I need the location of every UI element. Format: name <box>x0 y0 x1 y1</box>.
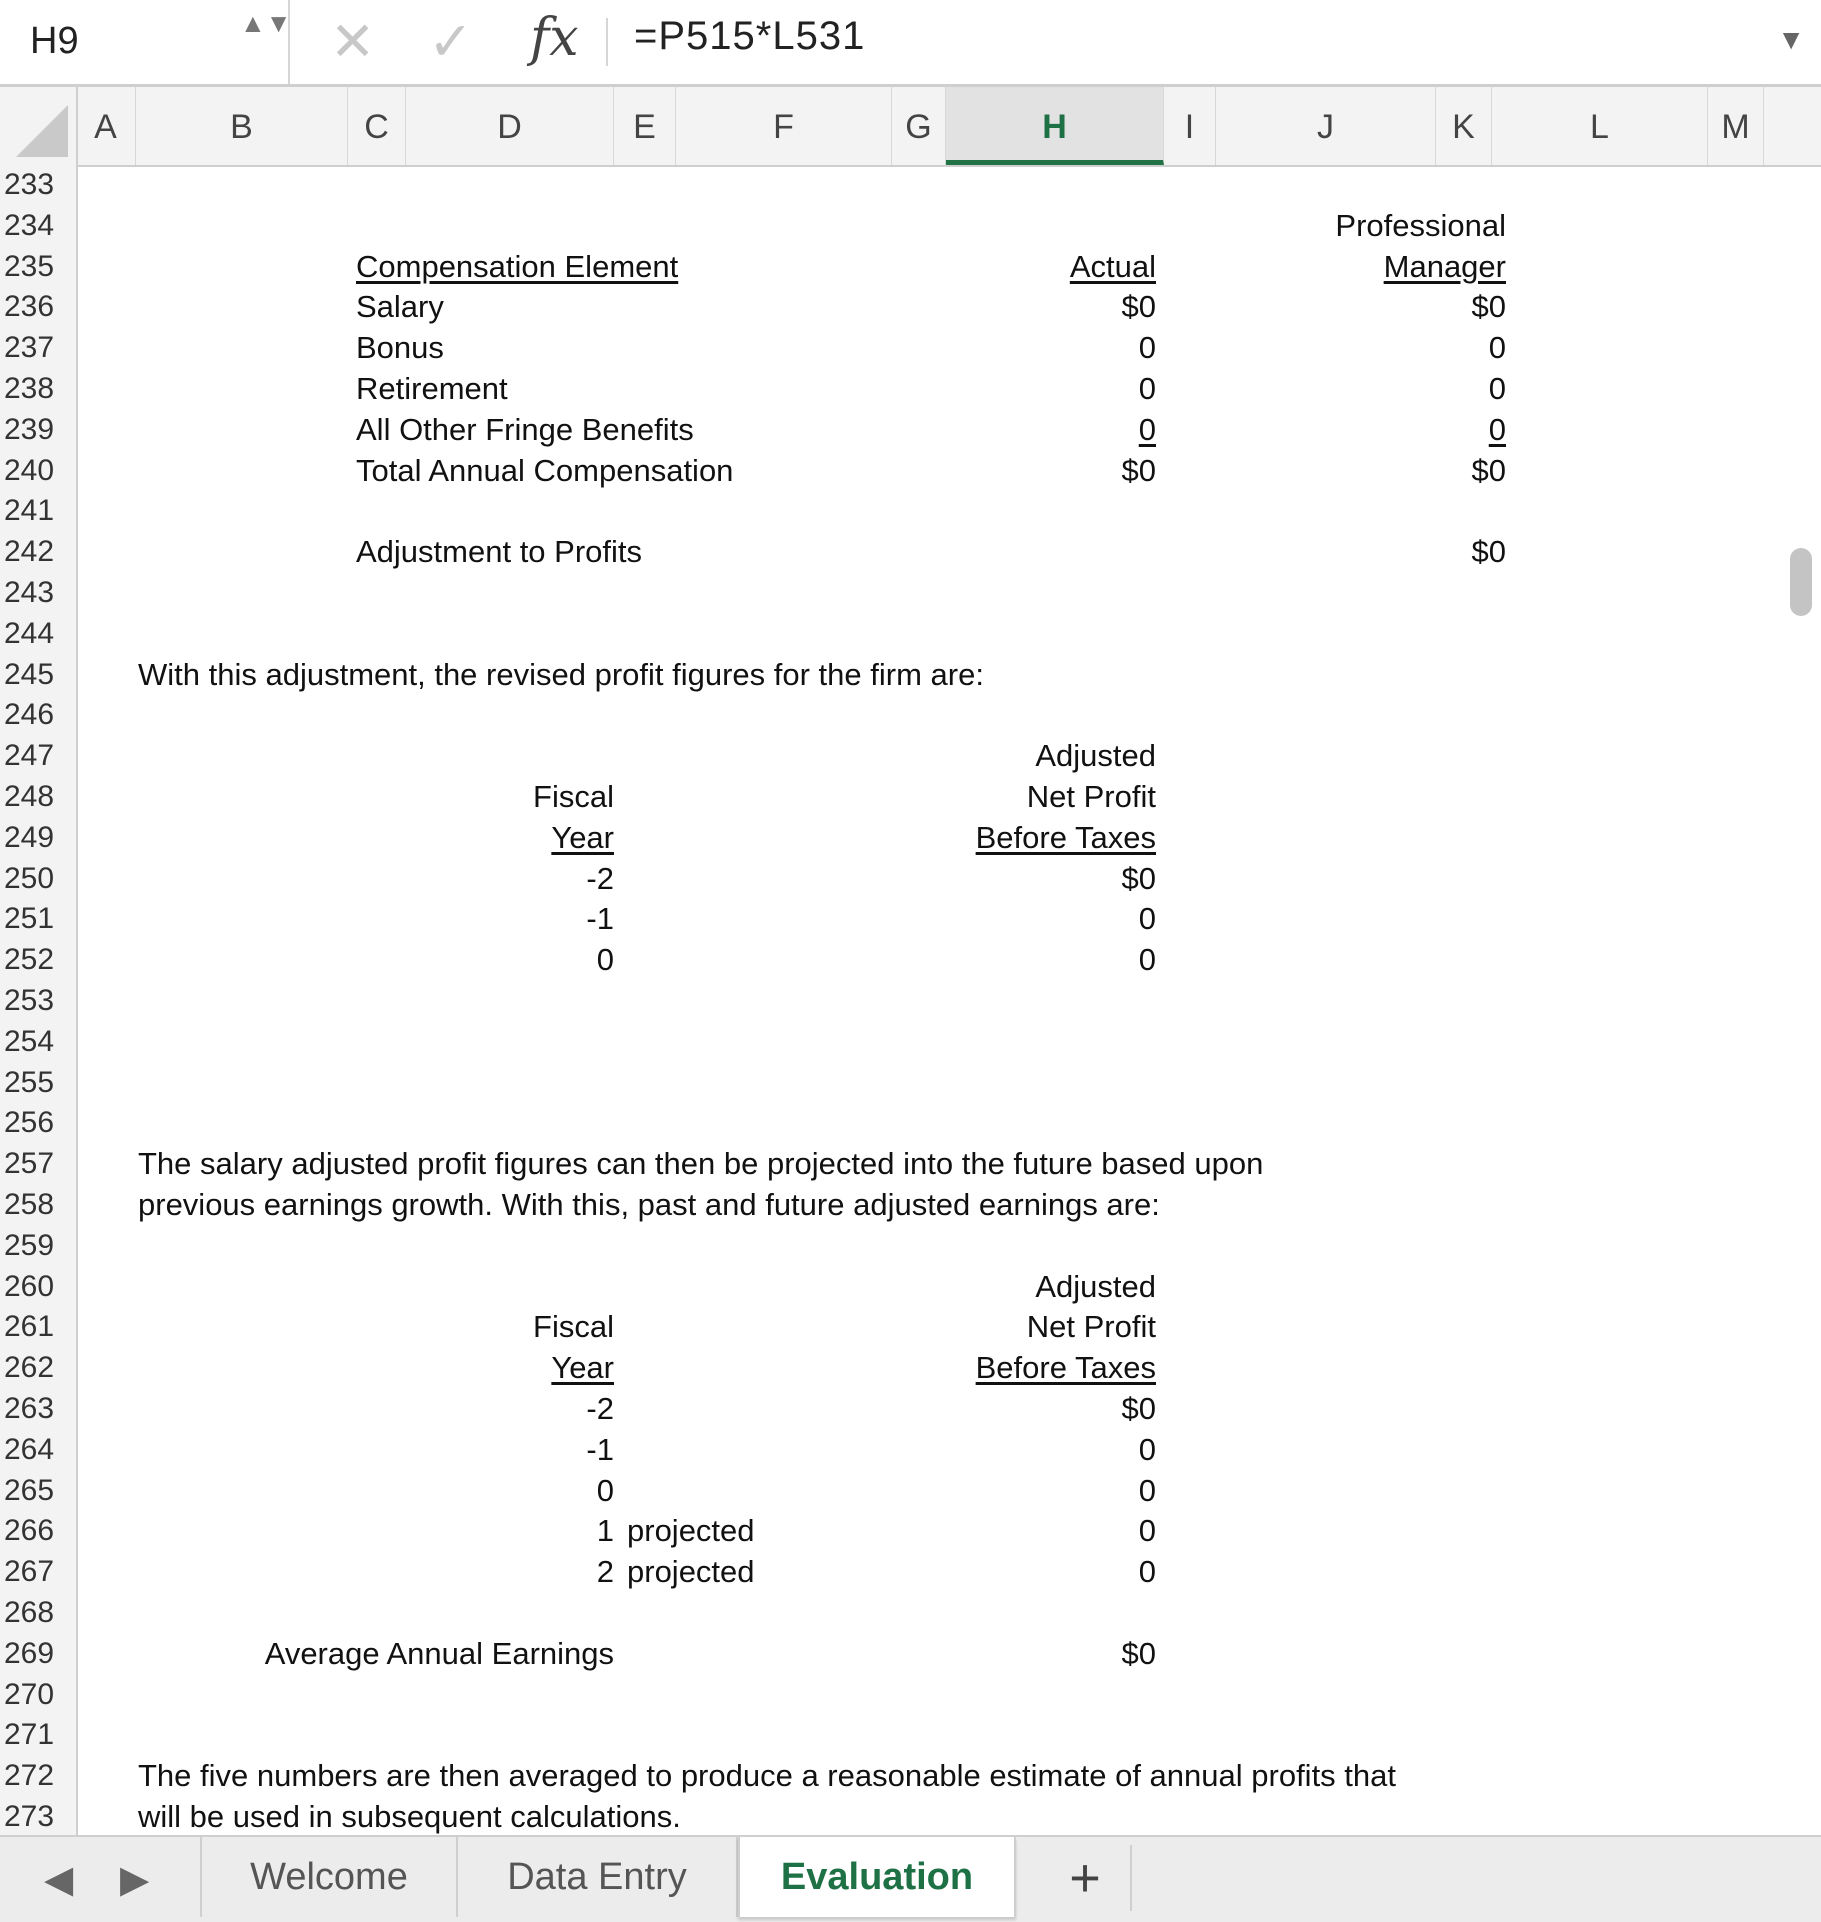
row-header[interactable]: 262 <box>4 1351 55 1385</box>
formula-bar <box>0 0 1821 87</box>
row-header-bar <box>0 165 78 1835</box>
row-header[interactable]: 266 <box>4 1514 55 1548</box>
revised-fiscal-header[interactable]: Fiscal <box>533 779 614 814</box>
projected-year[interactable]: 0 <box>596 1472 614 1508</box>
column-header-d[interactable]: D <box>406 87 614 165</box>
row-header[interactable]: 242 <box>4 535 55 569</box>
comp-row-manager[interactable] <box>1216 410 1506 451</box>
column-header-b[interactable]: B <box>136 87 348 165</box>
projected-fiscal-header[interactable]: Fiscal <box>533 1309 614 1345</box>
row-header[interactable]: 263 <box>4 1392 55 1425</box>
column-header-g[interactable]: G <box>892 87 946 165</box>
projected-year[interactable]: 1 <box>596 1513 614 1549</box>
row-header[interactable]: 256 <box>4 1106 55 1140</box>
row-header[interactable]: 254 <box>4 1024 55 1058</box>
row-header[interactable]: 261 <box>4 1310 55 1344</box>
column-header-k[interactable]: K <box>1436 87 1492 165</box>
projected-year-header[interactable] <box>456 1348 614 1389</box>
comp-row-actual[interactable]: 0 <box>1138 330 1156 366</box>
row-header[interactable]: 245 <box>4 657 55 691</box>
column-header-h[interactable]: H <box>946 87 1164 165</box>
row-header[interactable]: 273 <box>4 1800 55 1833</box>
revised-before-header[interactable] <box>876 818 1156 859</box>
revised-year-header-text: Year <box>551 819 614 855</box>
row-header[interactable]: 255 <box>4 1065 55 1099</box>
tab-welcome[interactable]: Welcome <box>200 1837 458 1917</box>
expand-formula-bar-icon[interactable]: ▼ <box>1777 24 1805 55</box>
projected-value[interactable]: 0 <box>1138 1472 1156 1508</box>
confirm-formula-icon[interactable]: ✓ <box>428 12 474 72</box>
next-sheet-icon[interactable]: ▶ <box>120 1859 150 1901</box>
comp-total-manager[interactable]: $0 <box>1471 452 1506 488</box>
column-header-bar <box>0 87 1821 167</box>
row-header[interactable]: 250 <box>4 861 55 895</box>
row-header[interactable]: 234 <box>4 208 55 242</box>
row-header[interactable]: 246 <box>4 698 55 732</box>
revised-value[interactable]: 0 <box>1138 942 1156 978</box>
row-header[interactable]: 253 <box>4 984 55 1017</box>
sheet-tab-bar <box>0 1835 1821 1922</box>
select-all-corner[interactable] <box>0 87 78 165</box>
actual-header-text: Actual <box>1069 248 1156 284</box>
name-box[interactable] <box>0 0 290 84</box>
column-header-f[interactable]: F <box>676 87 892 165</box>
comp-row-label[interactable]: Retirement <box>356 371 508 406</box>
revised-year[interactable]: 0 <box>596 942 614 978</box>
projected-value[interactable]: $0 <box>1121 1391 1156 1426</box>
comp-row-actual-text: 0 <box>1138 411 1156 447</box>
revised-value[interactable]: 0 <box>1138 901 1156 937</box>
row-header[interactable]: 240 <box>4 453 55 487</box>
row-header[interactable]: 237 <box>4 331 55 365</box>
revised-year[interactable]: -2 <box>586 860 614 896</box>
projected-year[interactable]: -1 <box>586 1431 614 1467</box>
vertical-scrollbar-thumb[interactable] <box>1790 548 1812 616</box>
formula-bar-divider <box>606 18 608 66</box>
projected-net-header[interactable]: Net Profit <box>1026 1309 1156 1345</box>
projected-value[interactable]: 0 <box>1138 1431 1156 1467</box>
tab-evaluation[interactable]: Evaluation <box>738 1837 1016 1917</box>
professional-header[interactable]: Professional <box>1335 207 1506 243</box>
comp-row-manager[interactable]: $0 <box>1471 289 1506 325</box>
row-header[interactable]: 259 <box>4 1228 55 1262</box>
row-header[interactable]: 235 <box>4 249 55 283</box>
select-all-icon <box>16 105 68 157</box>
tab-data-entry[interactable]: Data Entry <box>458 1837 738 1917</box>
revised-year-header[interactable] <box>456 818 614 859</box>
revised-adjusted-header[interactable]: Adjusted <box>1035 738 1156 774</box>
row-header[interactable]: 270 <box>4 1677 55 1711</box>
revised-profit-text[interactable]: With this adjustment, the revised profit figures for the firm are: <box>138 656 984 692</box>
projected-year[interactable]: 2 <box>596 1554 614 1590</box>
row-header[interactable]: 233 <box>4 168 55 201</box>
column-header-e[interactable]: E <box>614 87 676 165</box>
comp-row-actual[interactable]: $0 <box>1121 289 1156 325</box>
average-earnings-label[interactable]: Average Annual Earnings <box>264 1635 614 1671</box>
row-header[interactable]: 241 <box>4 494 55 528</box>
row-header[interactable]: 251 <box>4 902 55 936</box>
worksheet-grid[interactable] <box>76 165 1821 1835</box>
row-header[interactable]: 271 <box>4 1718 55 1752</box>
column-header-l[interactable]: L <box>1492 87 1708 165</box>
column-header-c[interactable]: C <box>348 87 406 165</box>
adjustment-value[interactable]: $0 <box>1471 534 1506 570</box>
comp-row-manager[interactable]: 0 <box>1488 371 1506 406</box>
revised-year[interactable]: -1 <box>586 901 614 937</box>
previous-sheet-icon[interactable]: ◀ <box>44 1859 74 1901</box>
adjustment-label[interactable]: Adjustment to Profits <box>356 534 643 570</box>
column-header-j[interactable]: J <box>1216 87 1436 165</box>
row-header[interactable]: 264 <box>4 1432 55 1466</box>
row-header[interactable]: 247 <box>4 739 55 773</box>
row-header[interactable]: 269 <box>4 1636 55 1670</box>
closing-text-line-1[interactable]: The five numbers are then averaged to produce a reasonable estimate of annual profits that <box>138 1758 1396 1794</box>
cancel-formula-icon[interactable]: ✕ <box>330 12 376 72</box>
row-header[interactable]: 265 <box>4 1473 55 1507</box>
projected-value[interactable]: 0 <box>1138 1513 1156 1549</box>
row-header[interactable]: 267 <box>4 1555 55 1589</box>
row-header[interactable]: 257 <box>4 1147 55 1181</box>
projected-before-header[interactable] <box>876 1348 1156 1389</box>
manager-header-text: Manager <box>1383 248 1506 284</box>
average-earnings-value[interactable]: $0 <box>1121 1635 1156 1671</box>
row-header[interactable]: 249 <box>4 820 55 854</box>
projected-year-header-text: Year <box>551 1350 614 1386</box>
column-header-m[interactable]: M <box>1708 87 1764 165</box>
row-header[interactable]: 238 <box>4 372 55 405</box>
insert-function-icon[interactable]: fx <box>530 8 579 68</box>
comp-row-manager-text: 0 <box>1488 411 1506 447</box>
row-header[interactable]: 243 <box>4 576 55 609</box>
row-header[interactable]: 260 <box>4 1269 55 1303</box>
formula-input[interactable]: =P515*L531 <box>634 14 866 58</box>
comp-row-label[interactable]: Bonus <box>356 330 444 366</box>
projected-before-header-text: Before Taxes <box>975 1350 1156 1386</box>
manager-header[interactable] <box>1216 247 1506 288</box>
closing-text-line-2[interactable]: will be used in subsequent calculations. <box>138 1799 681 1834</box>
row-header[interactable]: 244 <box>4 616 55 650</box>
projected-note[interactable]: projected <box>627 1554 755 1590</box>
column-header-a[interactable]: A <box>76 87 136 165</box>
name-box-stepper-icon[interactable]: ▲▼ <box>240 8 292 38</box>
projected-value[interactable]: 0 <box>1138 1554 1156 1590</box>
row-header[interactable]: 239 <box>4 412 55 446</box>
projected-note[interactable]: projected <box>627 1513 755 1549</box>
add-sheet-button[interactable]: + <box>1040 1845 1132 1911</box>
revised-before-header-text: Before Taxes <box>975 819 1156 855</box>
row-header[interactable]: 252 <box>4 943 55 977</box>
row-header[interactable]: 268 <box>4 1596 55 1629</box>
projection-text-line-2[interactable]: previous earnings growth. With this, past and future adjusted earnings are: <box>138 1187 1160 1222</box>
comp-total-label[interactable]: Total Annual Compensation <box>356 452 734 488</box>
row-header[interactable]: 258 <box>4 1188 55 1221</box>
projection-text-line-1[interactable]: The salary adjusted profit figures can then be projected into the future based upon <box>138 1146 1264 1182</box>
column-header-i[interactable]: I <box>1164 87 1216 165</box>
revised-value[interactable]: $0 <box>1121 860 1156 896</box>
projected-year[interactable]: -2 <box>586 1391 614 1426</box>
cell-reference[interactable]: H9 <box>30 20 79 62</box>
actual-header[interactable] <box>946 247 1156 288</box>
row-header[interactable]: 236 <box>4 290 55 324</box>
comp-row-label[interactable]: Salary <box>356 289 444 325</box>
projected-adjusted-header[interactable]: Adjusted <box>1035 1268 1156 1304</box>
comp-row-actual[interactable]: 0 <box>1138 371 1156 406</box>
comp-row-actual[interactable] <box>946 410 1156 451</box>
compensation-element-header-text: Compensation Element <box>356 248 679 284</box>
comp-row-manager[interactable]: 0 <box>1488 330 1506 366</box>
revised-net-header[interactable]: Net Profit <box>1026 779 1156 814</box>
comp-row-label[interactable]: All Other Fringe Benefits <box>356 411 694 447</box>
row-header[interactable]: 272 <box>4 1759 55 1793</box>
compensation-element-header[interactable] <box>356 247 678 288</box>
comp-total-actual[interactable]: $0 <box>1121 452 1156 488</box>
row-header[interactable]: 248 <box>4 780 55 813</box>
